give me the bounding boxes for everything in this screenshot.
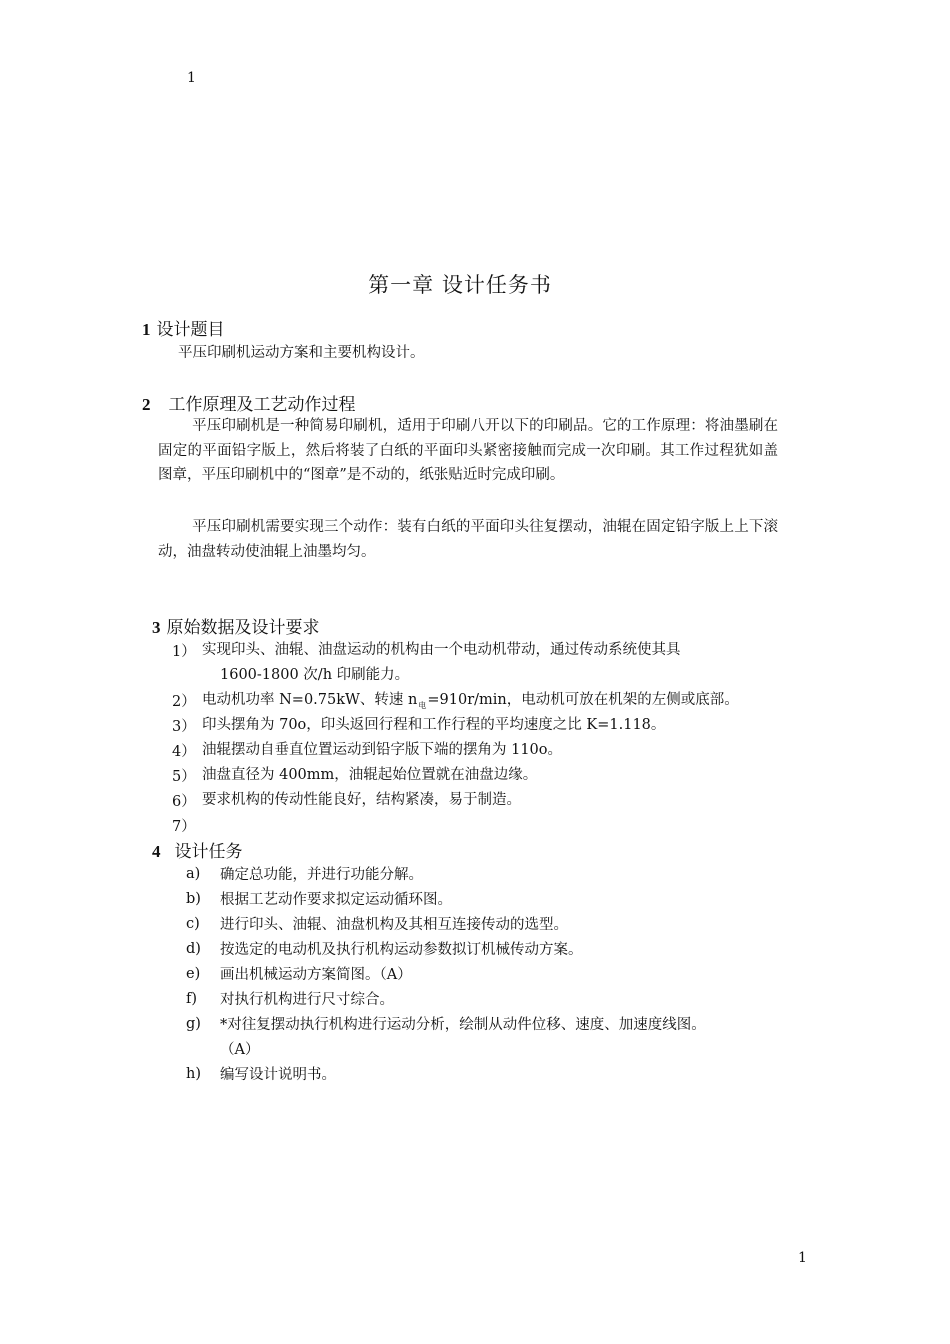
list-item-text: （A） bbox=[220, 1042, 260, 1058]
list-item-number: 4） bbox=[172, 744, 196, 760]
section-number: 2 bbox=[142, 395, 151, 414]
section-text: 平压印刷机运动方案和主要机构设计。 bbox=[178, 345, 425, 361]
footer-page-number: 1 bbox=[798, 1250, 807, 1266]
section-title: 设计题目 bbox=[156, 320, 225, 340]
paragraph bbox=[158, 515, 778, 564]
list-item-number: 7） bbox=[172, 819, 196, 835]
list-item-letter: d) bbox=[186, 941, 201, 957]
section-title: 原始数据及设计要求 bbox=[166, 618, 320, 638]
list-item-text: 根据工艺动作要求拟定运动循环图。 bbox=[220, 892, 452, 908]
list-item-text: 进行印头、油辊、油盘机构及其相互连接传动的选型。 bbox=[220, 917, 568, 933]
list-item-number: 5） bbox=[172, 769, 196, 785]
list-item-letter: b) bbox=[186, 891, 201, 907]
section-heading-3 bbox=[152, 613, 320, 638]
section-number: 3 bbox=[152, 618, 161, 637]
list-item-letter: f) bbox=[186, 991, 198, 1007]
section-number: 1 bbox=[142, 320, 151, 339]
section-heading-2 bbox=[142, 390, 356, 415]
section-heading-1 bbox=[142, 315, 225, 340]
list-item-text: 要求机构的传动性能良好，结构紧凑，易于制造。 bbox=[202, 792, 521, 808]
list-item-text: 画出机械运动方案简图。（A） bbox=[220, 967, 412, 983]
list-item bbox=[202, 638, 681, 688]
list-item-text: 印头摆角为 70o，印头返回行程和工作行程的平均速度之比 K=1.118。 bbox=[202, 717, 666, 733]
list-item-text: 电动机功率 N=0.75kW、转速 n bbox=[202, 692, 418, 708]
section-number: 4 bbox=[152, 842, 161, 861]
list-item-letter: c) bbox=[186, 916, 200, 932]
list-item-text: 按选定的电动机及执行机构运动参数拟订机械传动方案。 bbox=[220, 942, 583, 958]
section-heading-4 bbox=[152, 837, 243, 862]
list-item-text: 油辊摆动自垂直位置运动到铅字版下端的摆角为 110o。 bbox=[202, 742, 563, 758]
list-item-letter: a) bbox=[186, 866, 201, 882]
list-item-text: 实现印头、油辊、油盘运动的机构由一个电动机带动，通过传动系统使其具 bbox=[202, 642, 681, 658]
paragraph-text: 平压印刷机需要实现三个动作：装有白纸的平面印头往复摆动，油辊在固定铅字版上上下滚动，油盘转动使油辊上油墨均匀。 bbox=[158, 519, 778, 560]
list-item-letter: g) bbox=[186, 1016, 201, 1032]
list-item-text: 对执行机构进行尺寸综合。 bbox=[220, 992, 394, 1008]
list-item-letter: e) bbox=[186, 966, 201, 982]
paragraph bbox=[158, 414, 778, 488]
section-title: 工作原理及工艺动作过程 bbox=[168, 395, 356, 415]
list-item-text: 1600-1800 次/h 印刷能力。 bbox=[220, 667, 410, 683]
list-item-text: 确定总功能，并进行功能分解。 bbox=[220, 867, 423, 883]
list-item-letter: h) bbox=[186, 1066, 201, 1082]
list-item-text: *对往复摆动执行机构进行运动分析，绘制从动件位移、速度、加速度线图。 bbox=[220, 1017, 706, 1033]
list-item-number: 6） bbox=[172, 794, 196, 810]
list-item-text: =910r/min，电动机可放在机架的左侧或底部。 bbox=[427, 692, 739, 708]
list-item-number: 1） bbox=[172, 644, 196, 660]
header-page-number: 1 bbox=[187, 70, 196, 86]
subscript: 电 bbox=[418, 701, 427, 710]
section-title: 设计任务 bbox=[174, 842, 243, 862]
paragraph-text: 平压印刷机是一种简易印刷机，适用于印刷八开以下的印刷品。它的工作原理：将油墨刷在固定的平面铅字版上，然后将装了白纸的平面印头紧密接触而完成一次印刷。其工作过程犹如盖图章，平压印刷机中的“图章”是不动的，纸张贴近时完成印刷。 bbox=[158, 418, 778, 483]
list-item-number: 3） bbox=[172, 719, 196, 735]
list-item-text: 油盘直径为 400mm，油辊起始位置就在油盘边缘。 bbox=[202, 767, 538, 783]
list-item bbox=[220, 1013, 706, 1063]
chapter-title: 第一章 设计任务书 bbox=[368, 273, 552, 297]
list-item-number: 2） bbox=[172, 694, 196, 710]
list-item-text: 编写设计说明书。 bbox=[220, 1067, 336, 1083]
